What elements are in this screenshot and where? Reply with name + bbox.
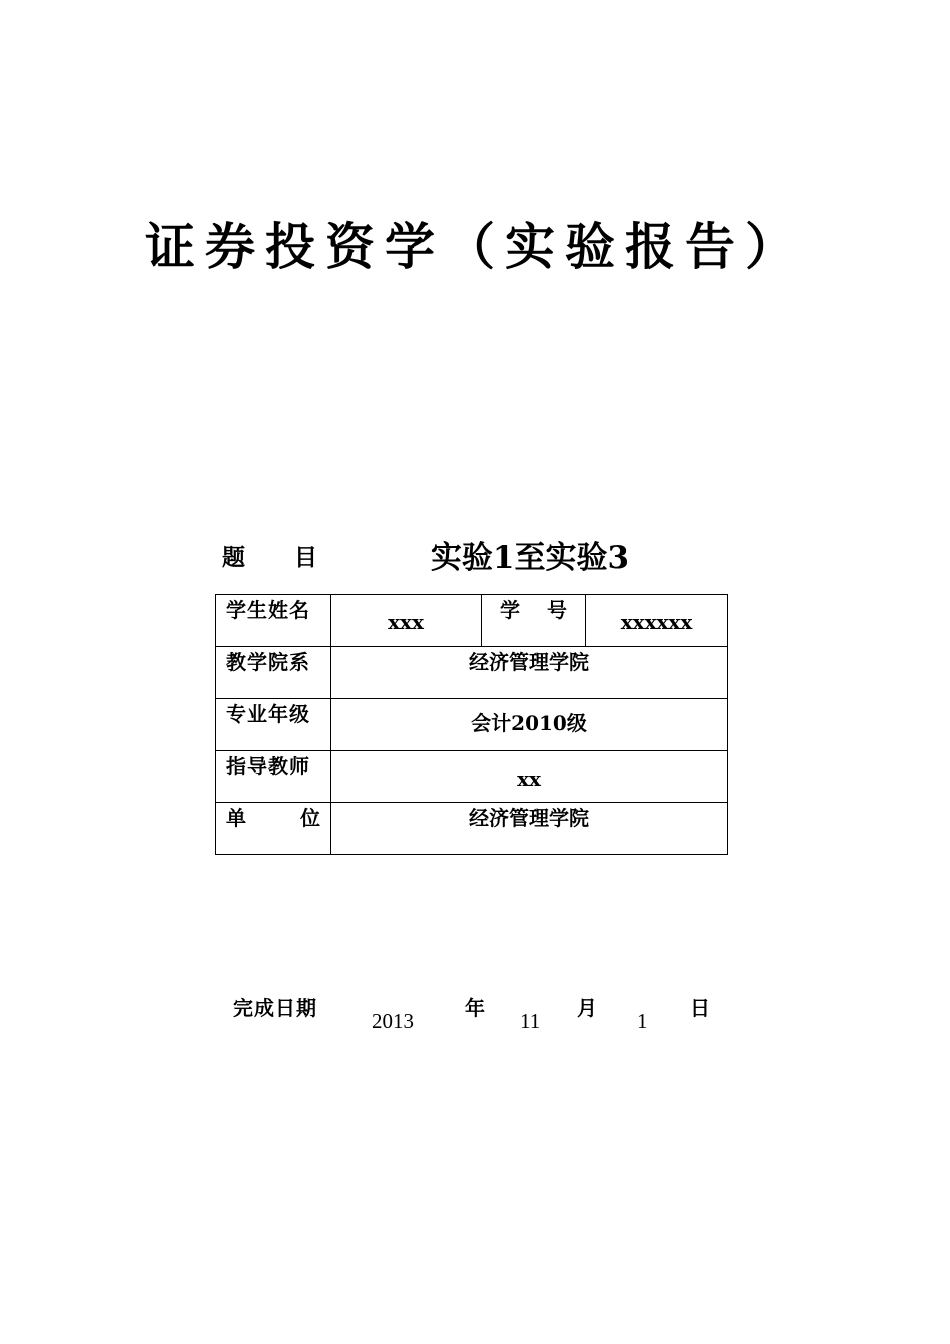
- student-name-value: xxx: [388, 610, 424, 634]
- completion-month-unit: 月: [577, 996, 597, 1020]
- student-id-value-cell: [586, 595, 728, 647]
- table-row-major: [216, 699, 728, 751]
- student-id-value: xxxxxx: [620, 610, 693, 634]
- subject-label-char-1: 题: [222, 544, 245, 571]
- student-name-label-cell: [216, 595, 331, 647]
- advisor-label-cell: [216, 751, 331, 803]
- page-title: 证券投资学（实验报告）: [145, 217, 805, 276]
- subject-value: 实验1至实验3: [430, 540, 630, 576]
- subject-label-char-2: 目: [294, 544, 317, 571]
- advisor-value-cell: [331, 751, 728, 803]
- student-id-label-cell: [482, 595, 586, 647]
- student-name-value-cell: [331, 595, 482, 647]
- completion-day-unit: 日: [690, 996, 710, 1020]
- completion-date-label: 完成日期: [233, 996, 317, 1020]
- completion-day: 1: [637, 1009, 648, 1033]
- table-row-unit: [216, 803, 728, 855]
- completion-year-unit: 年: [465, 996, 485, 1020]
- department-value: 经济管理学院: [469, 650, 589, 674]
- table-row-student: [216, 595, 728, 647]
- department-value-cell: [331, 647, 728, 699]
- unit-label-cell: [216, 803, 331, 855]
- unit-label-char-1: 单: [226, 806, 246, 830]
- major-value-cell: [331, 699, 728, 751]
- advisor-value: xx: [517, 767, 541, 791]
- major-label: 专业年级: [226, 702, 310, 726]
- department-label: 教学院系: [226, 650, 310, 674]
- department-label-cell: [216, 647, 331, 699]
- student-id-label-char-2: 号: [547, 598, 567, 622]
- unit-value: 经济管理学院: [469, 806, 589, 830]
- advisor-label: 指导教师: [226, 754, 310, 778]
- unit-value-cell: [331, 803, 728, 855]
- completion-month: 11: [520, 1009, 541, 1033]
- table-row-department: [216, 647, 728, 699]
- completion-year: 2013: [372, 1009, 414, 1033]
- info-table: [215, 594, 728, 855]
- major-label-cell: [216, 699, 331, 751]
- table-row-advisor: [216, 751, 728, 803]
- major-value: 会计2010级: [471, 711, 587, 735]
- student-name-label: 学生姓名: [226, 598, 310, 622]
- student-id-label-char-1: 学: [500, 598, 520, 622]
- unit-label-char-2: 位: [300, 806, 320, 830]
